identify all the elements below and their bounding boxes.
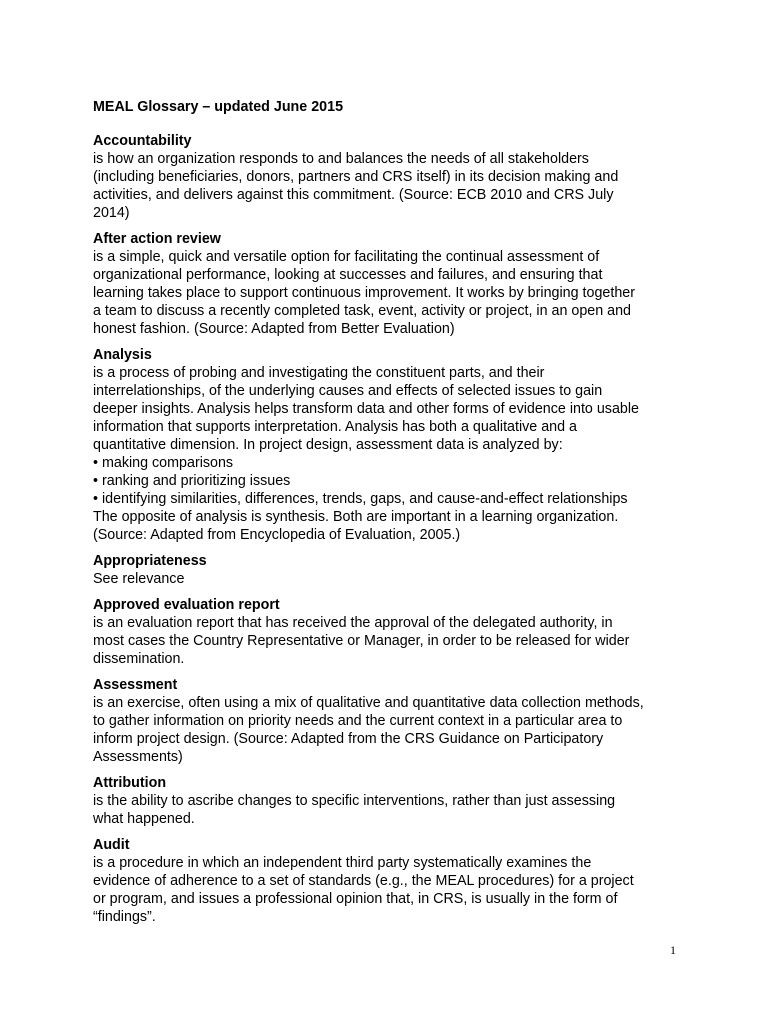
glossary-entry-accountability: [93, 132, 693, 222]
glossary-definition: is an exercise, often using a mix of qualitative and quantitative data collection methods, to gather information on priority needs and the current context in a particular area to inform project design. (Source: Adapted from the CRS Guidance on Participatory Assessments): [93, 695, 644, 765]
glossary-term: Approved evaluation report: [93, 597, 280, 613]
glossary-definition: is the ability to ascribe changes to specific interventions, rather than just assessing what happened.: [93, 793, 616, 827]
glossary-entry-audit: [93, 836, 693, 926]
glossary-definition: is a simple, quick and versatile option for facilitating the continual assessment of organizational performance, looking at successes and failures, and ensuring that learning takes place to support continuous improvement. It works by bringing together a team to discuss a recently completed task, event, activity or project, in an open and honest fashion. (Source: Adapted from Better Evaluation): [93, 249, 635, 337]
glossary-definition: is a procedure in which an independent third party systematically examines the evidence of adherence to a set of standards (e.g., the MEAL procedures) for a project or program, and issues a professional opinion that, in CRS, is usually in the form of “findings”.: [93, 855, 634, 925]
glossary-definition: is a process of probing and investigating the constituent parts, and their interrelationships, of the underlying causes and effects of selected issues to gain deeper insights. Analysis helps transform data and other forms of evidence into usable information that supports interpretation. Analysis has both a qualitative and a quantitative dimension. In project design, assessment data is analyzed by: • making comparisons • ranking and prioritizing issues • identifying similarities, differences, trends, gaps, and cause-and-effect relationships The opposite of analysis is synthesis. Both are important in a learning organization. (Source: Adapted from Encyclopedia of Evaluation, 2005.): [93, 365, 639, 543]
glossary-entry-approved-evaluation-report: [93, 596, 693, 668]
glossary-term: Assessment: [93, 677, 178, 693]
document-title: MEAL Glossary – updated June 2015: [93, 99, 344, 115]
glossary-entry-assessment: [93, 676, 693, 766]
glossary-term: Audit: [93, 837, 130, 853]
glossary-definition: See relevance: [93, 571, 185, 587]
glossary-term: Analysis: [93, 347, 152, 363]
glossary-definition: is an evaluation report that has received the approval of the delegated authority, in most cases the Country Representative or Manager, in order to be released for wider dissemination.: [93, 615, 630, 667]
glossary-term: Accountability: [93, 133, 192, 149]
glossary-entry-appropriateness: [93, 552, 693, 588]
glossary-entry-attribution: [93, 774, 693, 828]
document-page: [93, 98, 693, 934]
glossary-term: After action review: [93, 231, 221, 247]
glossary-definition: is how an organization responds to and balances the needs of all stakeholders (including beneficiaries, donors, partners and CRS itself) in its decision making and activities, and delivers against this commitment. (Source: ECB 2010 and CRS July 2014): [93, 151, 619, 221]
glossary-entry-analysis: [93, 346, 693, 544]
glossary-term: Attribution: [93, 775, 167, 791]
page-number: 1: [670, 943, 676, 957]
glossary-term: Appropriateness: [93, 553, 207, 569]
glossary-entry-after-action-review: [93, 230, 693, 338]
